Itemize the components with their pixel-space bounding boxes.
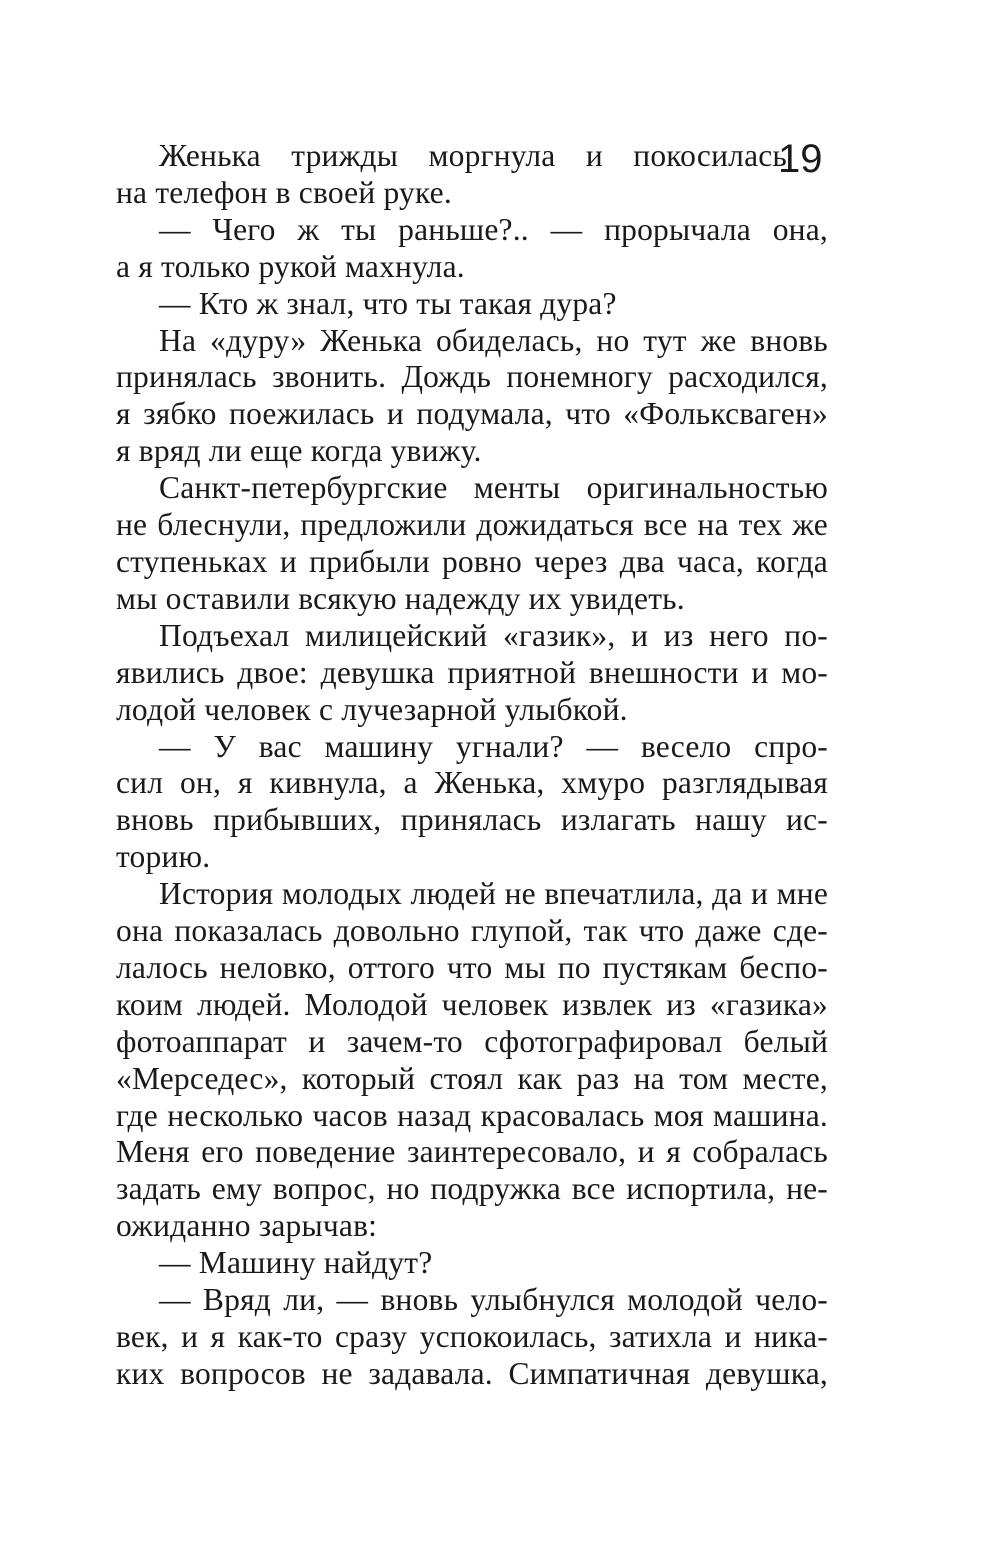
text-line: где несколько часов назад красовалась моя машина. bbox=[116, 1097, 828, 1133]
text-line: принялась звонить. Дождь понемногу расходился, bbox=[116, 359, 828, 395]
text-line: лалось неловко, оттого что мы по пустякам беспо- bbox=[116, 949, 828, 985]
text-line: коим людей. Молодой человек извлек из «газика» bbox=[116, 986, 828, 1022]
text-line: История молодых людей не впечатлила, да и мне bbox=[159, 876, 828, 912]
text-line: на телефон в своей руке. bbox=[116, 174, 452, 210]
text-line: век, и я как-то сразу успокоилась, затихла и ника- bbox=[116, 1319, 828, 1354]
text-line: я зябко поежилась и подумала, что «Фольксваген» bbox=[116, 396, 828, 432]
text-line: фотоаппарат и зачем-то сфотографировал белый bbox=[116, 1023, 828, 1059]
text-line: На «дуру» Женька обиделась, но тут же вновь bbox=[159, 322, 828, 358]
text-line: сил он, я кивнула, а Женька, хмуро разглядывая bbox=[116, 765, 828, 801]
text-line: вновь прибывших, принялась излагать нашу ис- bbox=[116, 802, 828, 838]
text-line: явились двое: девушка приятной внешности и мо- bbox=[116, 654, 828, 690]
text-line: лодой человек с лучезарной улыбкой. bbox=[116, 691, 628, 727]
text-line: ких вопросов не задавала. Симпатичная девушка, bbox=[116, 1355, 828, 1391]
text-line: — Кто ж знал, что ты такая дура? bbox=[159, 285, 617, 321]
text-line: — Машину найдут? bbox=[159, 1245, 433, 1281]
text-line: торию. bbox=[116, 839, 211, 875]
text-line: а я только рукой махнула. bbox=[116, 248, 465, 284]
body-text bbox=[116, 138, 828, 1393]
text-line: — Чего ж ты раньше?.. — прорычала она, bbox=[159, 211, 828, 247]
text-line: — Вряд ли, — вновь улыбнулся молодой чело- bbox=[159, 1282, 828, 1318]
text-line: ступеньках и прибыли ровно через два часа, когда bbox=[116, 543, 828, 579]
text-line: Санкт-петербургские менты оригинальностью bbox=[159, 470, 828, 506]
text-line: задать ему вопрос, но подружка все испортила, не- bbox=[116, 1171, 828, 1207]
text-line: Женька трижды моргнула и покосилась bbox=[159, 138, 787, 173]
text-line: Подъехал милицейский «газик», и из него по- bbox=[159, 617, 828, 653]
text-line: я вряд ли еще когда увижу. bbox=[116, 433, 482, 469]
text-line: «Мерседес», который стоял как раз на том месте, bbox=[116, 1060, 828, 1096]
text-line: — У вас машину угнали? — весело спро- bbox=[159, 728, 828, 764]
text-line: не блеснули, предложили дожидаться все на тех же bbox=[116, 507, 828, 543]
text-line: мы оставили всякую надежду их увидеть. bbox=[116, 580, 685, 616]
text-line: она показалась довольно глупой, так что даже сде- bbox=[116, 913, 828, 949]
page-number: 19 bbox=[778, 137, 823, 181]
text-line: Меня его поведение заинтересовало, и я собралась bbox=[116, 1134, 828, 1170]
text-line: ожиданно зарычав: bbox=[116, 1208, 378, 1244]
